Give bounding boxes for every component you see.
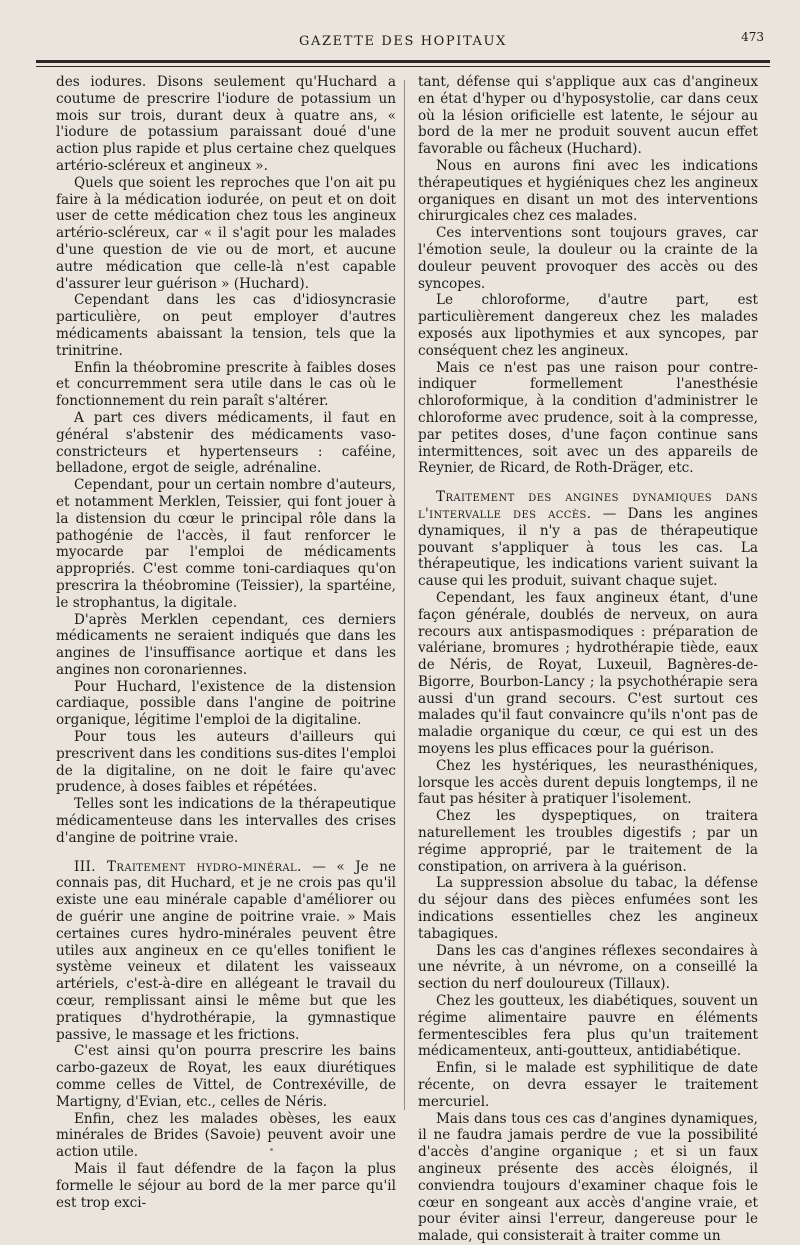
paragraph: La suppression absolue du tabac, la défense du séjour dans des pièces enfumées sont les indications essentielles chez les angineux tabagiques.	[418, 875, 758, 942]
running-title: GAZETTE DES HOPITAUX	[299, 34, 507, 49]
paragraph: Le chloroforme, d'autre part, est particulièrement dangereux chez les malades exposés aux lipothymies et aux syncopes, par conséquent chez les angineux.	[418, 292, 758, 359]
paragraph: Telles sont les indications de la thérapeutique médicamenteuse dans les intervalles des crises d'angine de poitrine vraie.	[56, 796, 396, 846]
paragraph: Enfin la théobromine prescrite à faibles doses et concurremment sera utile dans le cas où le fonctionnement du rein paraît s'altérer.	[56, 359, 396, 410]
paragraph: Cependant, pour un certain nombre d'auteurs, et notamment Merklen, Teissier, qui font jouer à la distension du cœur le principal rôle dans la pathogénie de l'accès, il faut renforcer le myocarde par l'emploi de médicaments appropriés. C'est comme toni-cardiaques qu'on prescrira la théobromine (Teissier), la spartéine, le strophantus, la digitale.	[56, 477, 396, 611]
section-paragraph	[418, 489, 758, 590]
section-heading: III. Traitement hydro-minéral.	[74, 858, 302, 875]
paragraph: Quels que soient les reproches que l'on ait pu faire à la médication iodurée, on peut et on doit user de cette médication chez tous les angineux artério-scléreux, car « il s'agit pour les malades d'une question de vie ou de mort, et aucune autre médication que celle-là n'est capable d'assurer leur guérison » (Huchard).	[56, 174, 396, 292]
paragraph: des iodures. Disons seulement qu'Huchard a coutume de prescrire l'iodure de potassium un mois sur trois, durant deux à quatre ans, « l'iodure de potassium paraissant doué d'une action plus rapide et plus certaine chez quelques artério-scléreux et angineux ».	[56, 74, 396, 174]
paragraph: C'est ainsi qu'on pourra prescrire les bains carbo-gazeux de Royat, les eaux diurétiques comme celles de Vittel, de Contrexéville, de Martigny, d'Evian, etc., celles de Néris.	[56, 1043, 396, 1110]
paragraph: Enfin, chez les malades obèses, les eaux minérales de Brides (Savoie) peuvent avoir une action utile.	[56, 1110, 396, 1161]
paragraph: Mais dans tous ces cas d'angines dynamiques, il ne faudra jamais perdre de vue la possibilité d'accès d'angine organique ; et si un faux angineux présente des accès éloignés, il conviendra toujours d'examiner chaque fois le cœur en songeant aux accès d'angine vraie, et pour éviter ainsi l'erreur, dangereuse pour le malade, qui consisterait à traiter comme un	[418, 1110, 758, 1245]
paragraph: Chez les goutteux, les diabétiques, souvent un régime alimentaire pauvre en éléments fermentescibles fera plus qu'un traitement médicamenteux, anti-goutteux, antidiabétique.	[418, 993, 758, 1060]
section-heading: Traitement des angines dynamiques dans l'intervalle des accès.	[418, 489, 758, 522]
paragraph: Pour Huchard, l'existence de la distension cardiaque, possible dans l'angine de poitrine organique, légitime l'emploi de la digitaline.	[56, 678, 396, 729]
page-number: 473	[741, 30, 764, 44]
paragraph: Cependant, les faux angineux étant, d'une façon générale, doublés de nerveux, on aura recours aux antispasmodiques : préparation de valériane, bromures ; hydrothérapie tiède, eaux de Néris, de Royat, Luxeuil, Bagnères-de-Bigorre, Bourbon-Lancy ; la psychothérapie sera aussi d'un grand secours. C'est surtout ces malades qu'il faut convaincre qu'ils n'ont pas de maladie organique du cœur, ce qui est un des moyens les plus efficaces pour la guérison.	[418, 589, 758, 758]
section-paragraph	[56, 859, 396, 1044]
paper-speck	[270, 1148, 273, 1151]
paragraph: Chez les hystériques, les neurasthéniques, lorsque les accès durent depuis longtemps, il ne faut pas hésiter à pratiquer l'isolement.	[418, 757, 758, 808]
paragraph: Pour tous les auteurs d'ailleurs qui prescrivent dans les conditions sus-dites l'emploi de la digitaline, on ne doit le faire qu'avec prudence, à doses faibles et répétées.	[56, 729, 396, 796]
paragraph: Cependant dans les cas d'idiosyncrasie particulière, on peut employer d'autres médicaments abaissant la tension, tels que la trinitrine.	[56, 292, 396, 359]
paragraph: Dans les cas d'angines réflexes secondaires à une névrite, à un névrome, on a conseillé la section du nerf douloureux (Tillaux).	[418, 942, 758, 993]
paragraph: A part ces divers médicaments, il faut en général s'abstenir des médicaments vaso-constricteurs et hypertenseurs : caféine, belladone, ergot de seigle, adrénaline.	[56, 409, 396, 477]
header-rule-thick	[36, 60, 770, 63]
section-body: — Dans les angines dynamiques, il n'y a pas de thérapeutique pouvant s'appliquer à tous les cas. La thérapeutique, les indications varient suivant la cause qui les produit, suivant chaque sujet.	[418, 505, 758, 590]
paragraph: Mais ce n'est pas une raison pour contre-indiquer formellement l'anesthésie chloroformique, à la condition d'administrer le chloroforme avec prudence, soit à la compresse, par petites doses, d'une façon continue sans intermittences, soit avec un des appareils de Reynier, de Ricard, de Roth-Dräger, etc.	[418, 359, 758, 477]
paragraph: D'après Merklen cependant, ces derniers médicaments ne seraient indiqués que dans les angines de l'insuffisance aortique et dans les angines non coronariennes.	[56, 611, 396, 678]
header-rule-thin	[36, 66, 770, 67]
right-column	[418, 74, 758, 1245]
paragraph: Nous en aurons fini avec les indications thérapeutiques et hygiéniques chez les angineux organiques en disant un mot des interventions chirurgicales chez ces malades.	[418, 157, 758, 225]
paragraph: tant, défense qui s'applique aux cas d'angineux en état d'hyper ou d'hyposystolie, car dans ceux où la lésion orificielle est latente, le séjour au bord de la mer ne produit souvent aucun effet favorable ou fâcheux (Huchard).	[418, 74, 758, 158]
page-header	[36, 30, 770, 56]
section-body: — « Je ne connais pas, dit Huchard, et je ne crois pas qu'il existe une eau minérale capable d'améliorer ou de guérir une angine de poitrine vraie. » Mais certaines cures hydro-minérales peuvent être utiles aux angineux en ce qu'elles tonifient le système veineux et dilatent les vaisseaux artériels, c'est-à-dire en allégeant le travail du cœur, remplissant ainsi le même but que les pratiques d'hydrothérapie, la gymnastique passive, le massage et les frictions.	[56, 858, 396, 1043]
paragraph: Chez les dyspeptiques, on traitera naturellement les troubles digestifs ; par un régime approprié, par le traitement de la constipation, on arrivera à la guérison.	[418, 808, 758, 875]
left-column	[56, 74, 396, 1211]
column-divider	[404, 80, 405, 1110]
paragraph: Ces interventions sont toujours graves, car l'émotion seule, la douleur ou la crainte de la douleur peuvent provoquer des accès ou des syncopes.	[418, 225, 758, 292]
paragraph: Mais il faut défendre de la façon la plus formelle le séjour au bord de la mer parce qu'il est trop exci-	[56, 1161, 396, 1211]
paragraph: Enfin, si le malade est syphilitique de date récente, on devra essayer le traitement mercuriel.	[418, 1060, 758, 1110]
